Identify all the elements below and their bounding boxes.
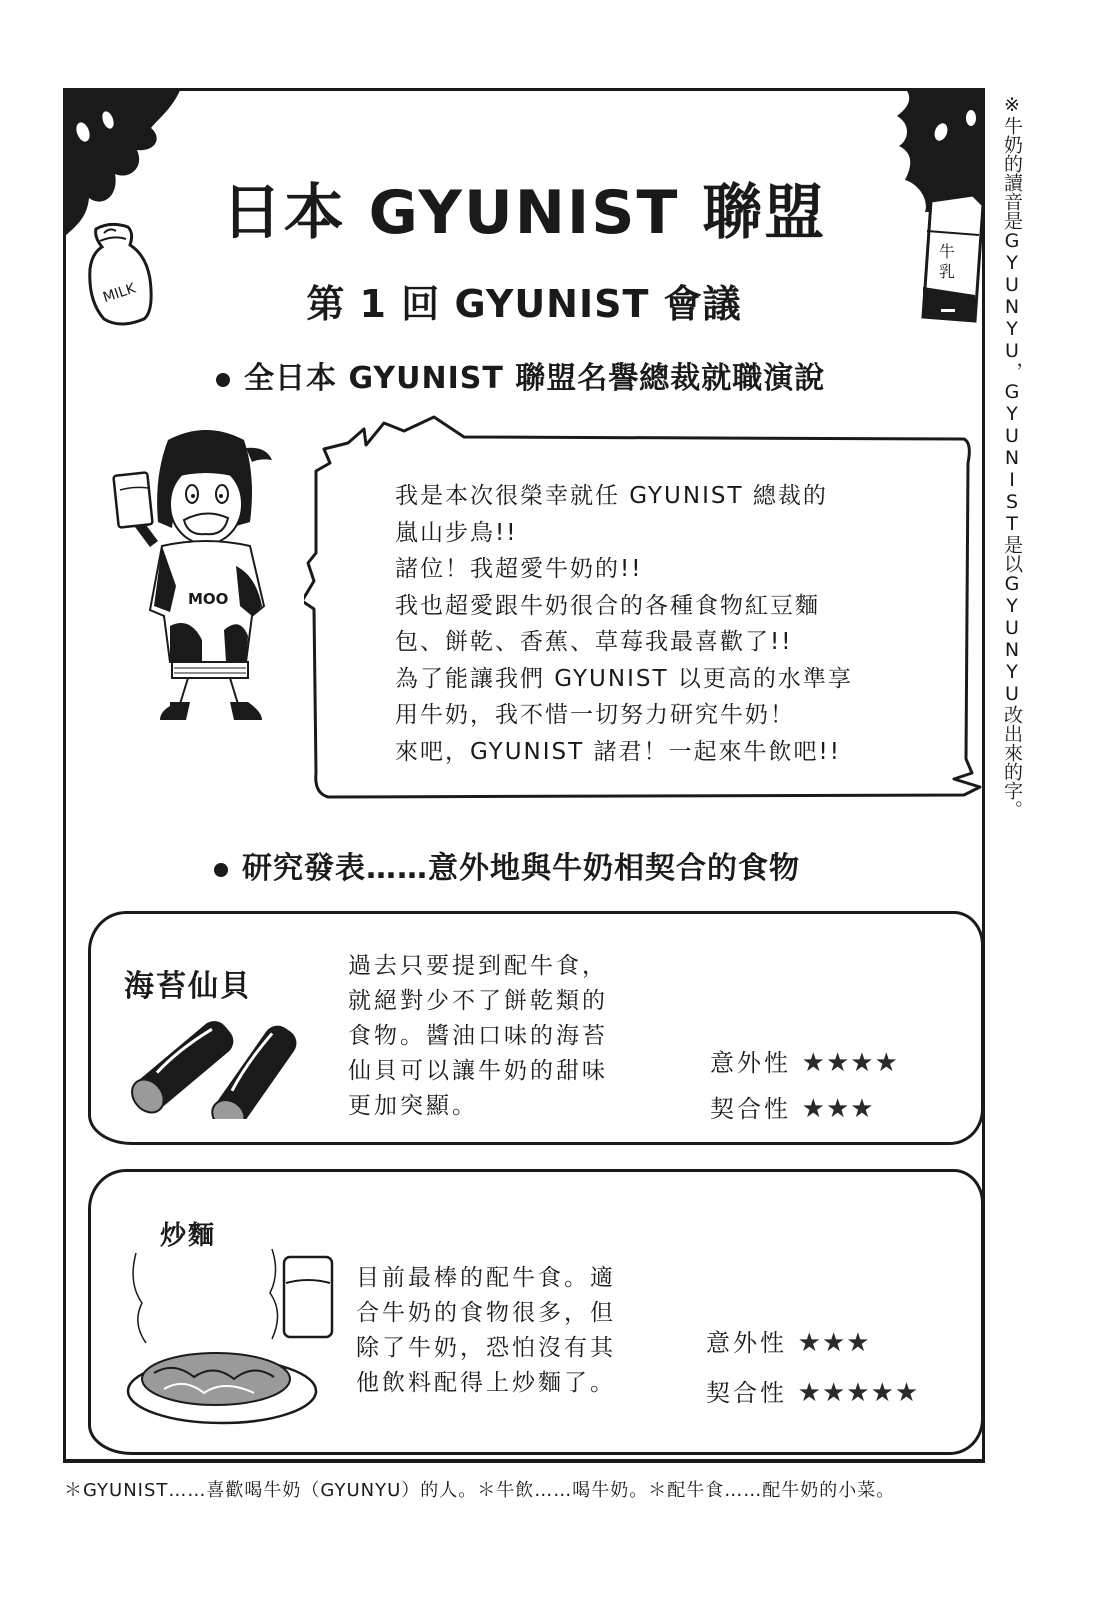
- speech-bubble-text: [395, 478, 955, 770]
- svg-text:牛: 牛: [939, 242, 956, 261]
- description-line: 過去只要提到配牛食，: [348, 953, 608, 979]
- description-line: 就絕對少不了餅乾類的: [348, 988, 608, 1014]
- food-description: [356, 1261, 616, 1401]
- svg-text:MILK: MILK: [101, 280, 138, 307]
- description-line: 食物。醬油口味的海苔: [348, 1023, 608, 1049]
- page-title: 日本 GYUNIST 聯盟: [221, 178, 827, 248]
- description-line: 合牛奶的食物很多，但: [356, 1300, 616, 1326]
- bullet-icon: [216, 373, 230, 387]
- description-line: 更加突顯。: [348, 1093, 478, 1119]
- svg-text:MOO: MOO: [188, 590, 229, 608]
- rating-compatibility: [706, 1373, 919, 1408]
- star-rating-icon: ★★★★: [801, 1048, 899, 1078]
- description-line: 除了牛奶，恐怕沒有其: [356, 1335, 616, 1361]
- star-rating-icon: ★★★★★: [797, 1378, 920, 1408]
- footnote-glossary: ＊GYUNIST……喜歡喝牛奶（GYUNYU）的人。＊牛飲……喝牛奶。＊配牛食……配牛奶的小菜。: [64, 1480, 896, 1501]
- description-line: 目前最棒的配牛食。適: [356, 1265, 616, 1291]
- rating-label: 契合性: [706, 1379, 787, 1407]
- description-line: 他飲料配得上炒麵了。: [356, 1370, 616, 1396]
- speech-line: 包、餅乾、香蕉、草莓我最喜歡了!!: [395, 629, 793, 655]
- speech-line: 嵐山步鳥!!: [395, 519, 518, 546]
- manga-panel: [63, 88, 985, 1463]
- speech-line: 用牛奶，我不惜一切努力研究牛奶！: [395, 702, 795, 728]
- speech-heading-text: 全日本 GYUNIST 聯盟名譽總裁就職演說: [244, 361, 826, 396]
- page-subtitle: 第 1 回 GYUNIST 會議: [306, 282, 742, 326]
- bullet-icon: [214, 863, 228, 877]
- food-name: 海苔仙貝: [124, 969, 252, 1004]
- yakisoba-and-milk-illustration: [124, 1243, 344, 1433]
- nori-senbei-illustration: [130, 1009, 300, 1119]
- character-ayumi-illustration: [106, 416, 296, 726]
- rating-surprise: [706, 1323, 871, 1358]
- speech-line: 來吧，GYUNIST 諸君！一起來牛飲吧!!: [395, 738, 841, 765]
- food-description: [348, 949, 608, 1124]
- star-rating-icon: ★★★: [801, 1094, 875, 1124]
- speech-line: 諸位！我超愛牛奶的!!: [395, 556, 643, 582]
- svg-text:乳: 乳: [939, 262, 956, 281]
- speech-line: 我也超愛跟牛奶很合的各種食物紅豆麵: [395, 592, 820, 619]
- star-rating-icon: ★★★: [797, 1328, 871, 1358]
- rating-label: 契合性: [710, 1095, 791, 1123]
- food-name: 炒麵: [160, 1221, 217, 1251]
- research-heading-text: 研究發表……意外地與牛奶相契合的食物: [242, 851, 800, 886]
- speech-line: 為了能讓我們 GYUNIST 以更高的水準享: [395, 665, 853, 692]
- description-line: 仙貝可以讓牛奶的甜味: [348, 1058, 608, 1084]
- rating-label: 意外性: [710, 1049, 791, 1077]
- rating-compatibility: [710, 1089, 875, 1124]
- research-section-heading: [214, 843, 800, 887]
- side-note-pronunciation: ※牛奶的讀音是GYUNYU，GYUNIST是以GYUNYU改出來的字。: [1001, 94, 1023, 819]
- speech-section-heading: [216, 353, 825, 397]
- rating-label: 意外性: [706, 1329, 787, 1357]
- rating-surprise: [710, 1043, 899, 1078]
- speech-line: 我是本次很榮幸就任 GYUNIST 總裁的: [395, 483, 828, 509]
